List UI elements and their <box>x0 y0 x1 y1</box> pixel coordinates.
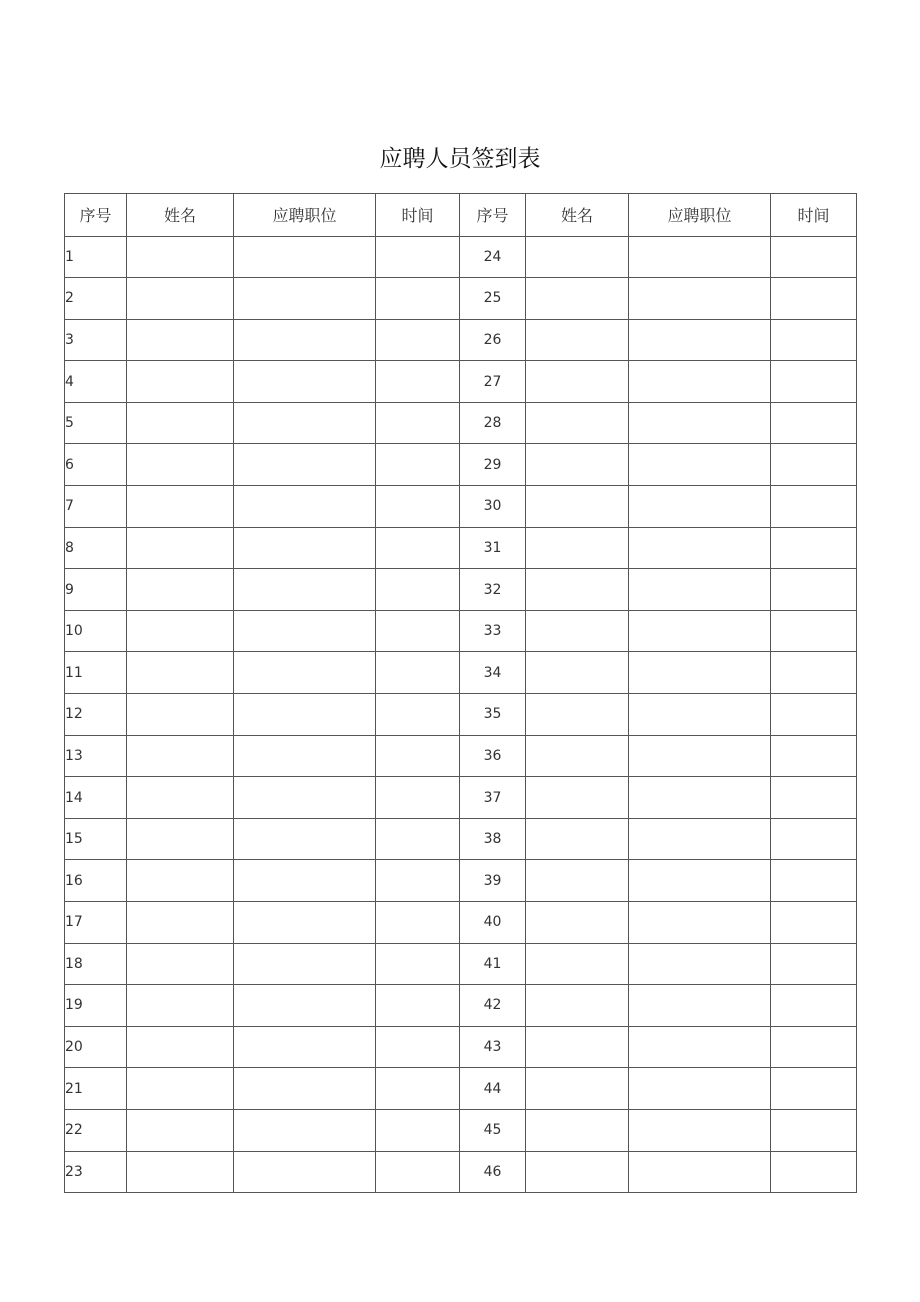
table-row <box>65 1068 857 1110</box>
position-cell-right[interactable] <box>629 985 771 1027</box>
seq-cell-left: 12 <box>65 694 127 736</box>
position-cell-left[interactable] <box>234 777 376 819</box>
name-cell-left[interactable] <box>127 943 234 985</box>
position-cell-right[interactable] <box>629 735 771 777</box>
seq-cell-right: 24 <box>460 236 526 278</box>
position-cell-left[interactable] <box>234 652 376 694</box>
seq-cell-left: 7 <box>65 486 127 528</box>
time-cell-right[interactable] <box>771 1068 857 1110</box>
time-cell-left[interactable] <box>376 361 460 403</box>
name-cell-right[interactable] <box>526 860 629 902</box>
name-cell-right[interactable] <box>526 902 629 944</box>
name-cell-left[interactable] <box>127 236 234 278</box>
time-cell-left[interactable] <box>376 818 460 860</box>
position-cell-right[interactable] <box>629 943 771 985</box>
table-row <box>65 777 857 819</box>
position-cell-left[interactable] <box>234 860 376 902</box>
seq-cell-left: 8 <box>65 527 127 569</box>
seq-cell-right: 31 <box>460 527 526 569</box>
time-cell-left[interactable] <box>376 236 460 278</box>
position-cell-right[interactable] <box>629 1151 771 1193</box>
name-cell-right[interactable] <box>526 943 629 985</box>
name-cell-left[interactable] <box>127 860 234 902</box>
table-row <box>65 943 857 985</box>
header-position-left: 应聘职位 <box>234 194 376 237</box>
name-cell-left[interactable] <box>127 735 234 777</box>
position-cell-right[interactable] <box>629 694 771 736</box>
table-row <box>65 278 857 320</box>
position-cell-left[interactable] <box>234 943 376 985</box>
name-cell-left[interactable] <box>127 527 234 569</box>
seq-cell-left: 19 <box>65 985 127 1027</box>
time-cell-left[interactable] <box>376 444 460 486</box>
time-cell-right[interactable] <box>771 527 857 569</box>
seq-cell-left: 20 <box>65 1026 127 1068</box>
time-cell-right[interactable] <box>771 985 857 1027</box>
seq-cell-right: 45 <box>460 1109 526 1151</box>
time-cell-right[interactable] <box>771 569 857 611</box>
seq-cell-left: 23 <box>65 1151 127 1193</box>
time-cell-left[interactable] <box>376 652 460 694</box>
position-cell-right[interactable] <box>629 610 771 652</box>
seq-cell-right: 33 <box>460 610 526 652</box>
position-cell-right[interactable] <box>629 236 771 278</box>
header-seq-left: 序号 <box>65 194 127 237</box>
name-cell-left[interactable] <box>127 818 234 860</box>
seq-cell-right: 28 <box>460 402 526 444</box>
seq-cell-right: 43 <box>460 1026 526 1068</box>
time-cell-right[interactable] <box>771 860 857 902</box>
table-row <box>65 444 857 486</box>
time-cell-right[interactable] <box>771 278 857 320</box>
seq-cell-left: 5 <box>65 402 127 444</box>
time-cell-left[interactable] <box>376 1026 460 1068</box>
position-cell-right[interactable] <box>629 818 771 860</box>
seq-cell-left: 6 <box>65 444 127 486</box>
position-cell-left[interactable] <box>234 236 376 278</box>
time-cell-left[interactable] <box>376 527 460 569</box>
name-cell-left[interactable] <box>127 444 234 486</box>
seq-cell-left: 1 <box>65 236 127 278</box>
name-cell-left[interactable] <box>127 652 234 694</box>
header-row <box>65 194 857 237</box>
seq-cell-left: 11 <box>65 652 127 694</box>
position-cell-right[interactable] <box>629 652 771 694</box>
position-cell-right[interactable] <box>629 1026 771 1068</box>
seq-cell-right: 35 <box>460 694 526 736</box>
table-row <box>65 902 857 944</box>
name-cell-left[interactable] <box>127 694 234 736</box>
position-cell-right[interactable] <box>629 569 771 611</box>
position-cell-left[interactable] <box>234 527 376 569</box>
name-cell-right[interactable] <box>526 361 629 403</box>
seq-cell-right: 46 <box>460 1151 526 1193</box>
time-cell-right[interactable] <box>771 735 857 777</box>
position-cell-left[interactable] <box>234 361 376 403</box>
table-row <box>65 1109 857 1151</box>
page-title: 应聘人员签到表 <box>379 146 541 172</box>
table-row <box>65 569 857 611</box>
name-cell-right[interactable] <box>526 818 629 860</box>
name-cell-right[interactable] <box>526 278 629 320</box>
table-row <box>65 236 857 278</box>
time-cell-right[interactable] <box>771 777 857 819</box>
name-cell-right[interactable] <box>526 610 629 652</box>
time-cell-right[interactable] <box>771 319 857 361</box>
signin-table <box>64 193 857 1193</box>
time-cell-left[interactable] <box>376 610 460 652</box>
seq-cell-left: 10 <box>65 610 127 652</box>
position-cell-right[interactable] <box>629 444 771 486</box>
seq-cell-right: 25 <box>460 278 526 320</box>
table-row <box>65 694 857 736</box>
position-cell-right[interactable] <box>629 527 771 569</box>
table-row <box>65 610 857 652</box>
name-cell-right[interactable] <box>526 1151 629 1193</box>
position-cell-right[interactable] <box>629 361 771 403</box>
name-cell-right[interactable] <box>526 1068 629 1110</box>
position-cell-left[interactable] <box>234 444 376 486</box>
table-row <box>65 985 857 1027</box>
position-cell-right[interactable] <box>629 486 771 528</box>
seq-cell-right: 27 <box>460 361 526 403</box>
position-cell-right[interactable] <box>629 860 771 902</box>
position-cell-right[interactable] <box>629 402 771 444</box>
seq-cell-right: 29 <box>460 444 526 486</box>
name-cell-right[interactable] <box>526 1109 629 1151</box>
position-cell-left[interactable] <box>234 319 376 361</box>
name-cell-left[interactable] <box>127 1109 234 1151</box>
name-cell-right[interactable] <box>526 777 629 819</box>
seq-cell-right: 26 <box>460 319 526 361</box>
name-cell-left[interactable] <box>127 1068 234 1110</box>
name-cell-left[interactable] <box>127 278 234 320</box>
time-cell-left[interactable] <box>376 1068 460 1110</box>
time-cell-right[interactable] <box>771 652 857 694</box>
name-cell-left[interactable] <box>127 1026 234 1068</box>
time-cell-left[interactable] <box>376 319 460 361</box>
time-cell-right[interactable] <box>771 486 857 528</box>
seq-cell-right: 36 <box>460 735 526 777</box>
position-cell-right[interactable] <box>629 278 771 320</box>
seq-cell-left: 2 <box>65 278 127 320</box>
seq-cell-right: 40 <box>460 902 526 944</box>
seq-cell-left: 16 <box>65 860 127 902</box>
table-row <box>65 1151 857 1193</box>
seq-cell-left: 21 <box>65 1068 127 1110</box>
time-cell-right[interactable] <box>771 943 857 985</box>
seq-cell-right: 30 <box>460 486 526 528</box>
position-cell-right[interactable] <box>629 777 771 819</box>
position-cell-left[interactable] <box>234 610 376 652</box>
seq-cell-right: 39 <box>460 860 526 902</box>
time-cell-right[interactable] <box>771 902 857 944</box>
position-cell-left[interactable] <box>234 735 376 777</box>
time-cell-right[interactable] <box>771 444 857 486</box>
position-cell-right[interactable] <box>629 1109 771 1151</box>
seq-cell-right: 38 <box>460 818 526 860</box>
seq-cell-right: 41 <box>460 943 526 985</box>
position-cell-left[interactable] <box>234 1068 376 1110</box>
time-cell-left[interactable] <box>376 777 460 819</box>
time-cell-right[interactable] <box>771 1109 857 1151</box>
name-cell-right[interactable] <box>526 527 629 569</box>
position-cell-left[interactable] <box>234 402 376 444</box>
header-name-left: 姓名 <box>127 194 234 237</box>
table-row <box>65 527 857 569</box>
name-cell-right[interactable] <box>526 694 629 736</box>
time-cell-left[interactable] <box>376 902 460 944</box>
seq-cell-left: 3 <box>65 319 127 361</box>
table-row <box>65 652 857 694</box>
position-cell-left[interactable] <box>234 569 376 611</box>
position-cell-left[interactable] <box>234 985 376 1027</box>
name-cell-left[interactable] <box>127 361 234 403</box>
position-cell-left[interactable] <box>234 694 376 736</box>
header-seq-right: 序号 <box>460 194 526 237</box>
time-cell-right[interactable] <box>771 1151 857 1193</box>
time-cell-right[interactable] <box>771 610 857 652</box>
time-cell-right[interactable] <box>771 361 857 403</box>
table-row <box>65 361 857 403</box>
time-cell-right[interactable] <box>771 236 857 278</box>
seq-cell-left: 22 <box>65 1109 127 1151</box>
name-cell-left[interactable] <box>127 1151 234 1193</box>
name-cell-left[interactable] <box>127 610 234 652</box>
header-time-left: 时间 <box>376 194 460 237</box>
time-cell-left[interactable] <box>376 860 460 902</box>
time-cell-left[interactable] <box>376 943 460 985</box>
time-cell-right[interactable] <box>771 694 857 736</box>
seq-cell-left: 4 <box>65 361 127 403</box>
name-cell-left[interactable] <box>127 402 234 444</box>
name-cell-right[interactable] <box>526 319 629 361</box>
header-name-right: 姓名 <box>526 194 629 237</box>
header-position-right: 应聘职位 <box>629 194 771 237</box>
seq-cell-left: 13 <box>65 735 127 777</box>
name-cell-left[interactable] <box>127 569 234 611</box>
header-time-right: 时间 <box>771 194 857 237</box>
seq-cell-left: 15 <box>65 818 127 860</box>
name-cell-left[interactable] <box>127 777 234 819</box>
seq-cell-right: 32 <box>460 569 526 611</box>
seq-cell-right: 37 <box>460 777 526 819</box>
name-cell-right[interactable] <box>526 402 629 444</box>
time-cell-right[interactable] <box>771 402 857 444</box>
seq-cell-left: 9 <box>65 569 127 611</box>
table-row <box>65 818 857 860</box>
time-cell-left[interactable] <box>376 735 460 777</box>
time-cell-left[interactable] <box>376 569 460 611</box>
name-cell-left[interactable] <box>127 319 234 361</box>
position-cell-right[interactable] <box>629 319 771 361</box>
name-cell-right[interactable] <box>526 735 629 777</box>
name-cell-right[interactable] <box>526 652 629 694</box>
time-cell-right[interactable] <box>771 1026 857 1068</box>
name-cell-right[interactable] <box>526 486 629 528</box>
table-row <box>65 735 857 777</box>
name-cell-right[interactable] <box>526 1026 629 1068</box>
time-cell-left[interactable] <box>376 694 460 736</box>
time-cell-left[interactable] <box>376 985 460 1027</box>
position-cell-right[interactable] <box>629 1068 771 1110</box>
time-cell-left[interactable] <box>376 402 460 444</box>
table-row <box>65 860 857 902</box>
name-cell-right[interactable] <box>526 236 629 278</box>
position-cell-left[interactable] <box>234 1109 376 1151</box>
time-cell-right[interactable] <box>771 818 857 860</box>
time-cell-left[interactable] <box>376 486 460 528</box>
position-cell-left[interactable] <box>234 902 376 944</box>
seq-cell-left: 18 <box>65 943 127 985</box>
position-cell-left[interactable] <box>234 818 376 860</box>
position-cell-left[interactable] <box>234 1151 376 1193</box>
name-cell-left[interactable] <box>127 486 234 528</box>
time-cell-left[interactable] <box>376 1109 460 1151</box>
seq-cell-right: 44 <box>460 1068 526 1110</box>
seq-cell-right: 42 <box>460 985 526 1027</box>
seq-cell-right: 34 <box>460 652 526 694</box>
seq-cell-left: 14 <box>65 777 127 819</box>
table-row <box>65 486 857 528</box>
name-cell-right[interactable] <box>526 569 629 611</box>
name-cell-left[interactable] <box>127 985 234 1027</box>
name-cell-left[interactable] <box>127 902 234 944</box>
position-cell-left[interactable] <box>234 486 376 528</box>
time-cell-left[interactable] <box>376 1151 460 1193</box>
table-row <box>65 402 857 444</box>
position-cell-left[interactable] <box>234 1026 376 1068</box>
time-cell-left[interactable] <box>376 278 460 320</box>
table-row <box>65 1026 857 1068</box>
position-cell-left[interactable] <box>234 278 376 320</box>
seq-cell-left: 17 <box>65 902 127 944</box>
name-cell-right[interactable] <box>526 985 629 1027</box>
name-cell-right[interactable] <box>526 444 629 486</box>
table-row <box>65 319 857 361</box>
position-cell-right[interactable] <box>629 902 771 944</box>
